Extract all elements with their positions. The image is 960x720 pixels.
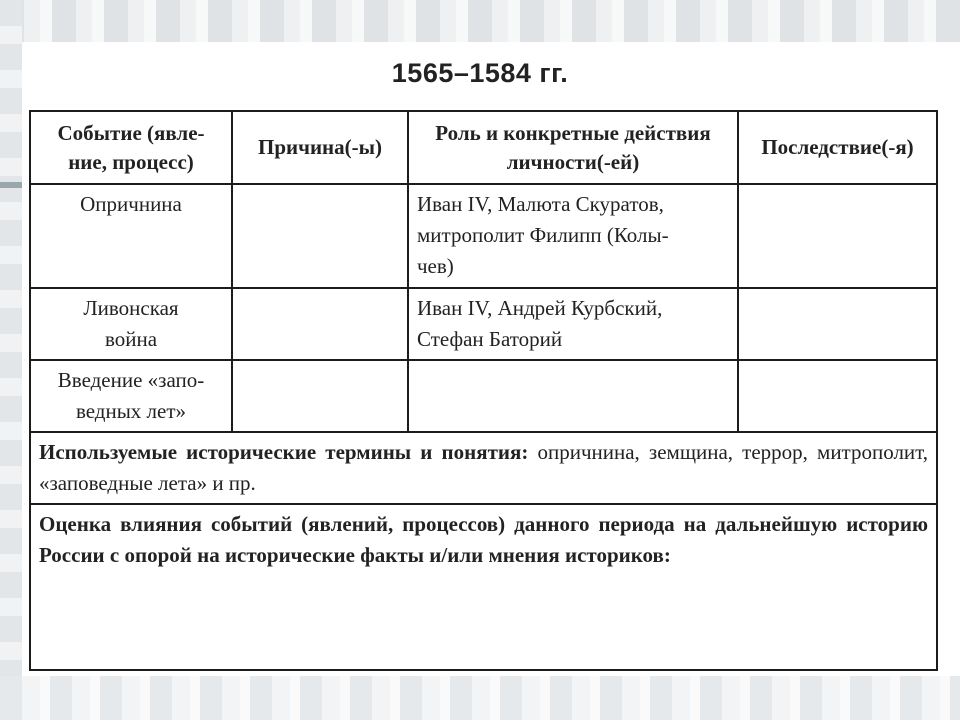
slide-background-left (0, 0, 22, 720)
table-header-row (30, 111, 937, 184)
header-role-line: личности(-ей) (506, 149, 640, 174)
cell-event (30, 288, 232, 360)
cell-consequence (738, 360, 937, 432)
cell-cause (232, 288, 408, 360)
cell-event (30, 360, 232, 432)
header-consequence: Последствие(-я) (738, 111, 937, 184)
cell-consequence (738, 288, 937, 360)
header-event (30, 111, 232, 184)
header-event-line: ние, процесс) (68, 149, 194, 174)
event-line: Ливонская (83, 296, 179, 320)
role-line: Иван IV, Андрей Курбский, (417, 296, 663, 320)
cell-event (30, 184, 232, 288)
header-event-line: Событие (явле- (57, 120, 205, 145)
cell-cause (232, 360, 408, 432)
cell-consequence (738, 184, 937, 288)
table-row (30, 184, 937, 288)
event-line: ведных лет» (75, 399, 187, 423)
header-cause: Причина(-ы) (232, 111, 408, 184)
terms-text: опричнина, земщина, террор, митрополит, «заповедные лета» и пр. (39, 440, 929, 495)
cell-role (408, 184, 738, 288)
assessment-label: Оценка влияния событий (явлений, процессов) данного периода на дальнейшую историю России с опорой на исторические факты и/или мнения историков: (39, 512, 928, 567)
table-row (30, 288, 937, 360)
event-line: Опричнина (80, 192, 182, 216)
page-title: 1565–1584 гг. (391, 58, 569, 88)
cell-cause (232, 184, 408, 288)
cell-terms (30, 432, 937, 504)
header-role-line: Роль и конкретные действия (435, 120, 711, 145)
cell-role (408, 360, 738, 432)
history-table (29, 110, 938, 671)
role-line: чев) (417, 254, 454, 278)
table-row (30, 360, 937, 432)
cell-role (408, 288, 738, 360)
slide-background-top (0, 0, 960, 42)
slide-background-bottom (0, 676, 960, 720)
cell-assessment (30, 504, 937, 670)
assessment-row (30, 504, 937, 670)
role-line: митрополит Филипп (Колы- (417, 223, 669, 247)
role-line: Стефан Баторий (417, 327, 563, 351)
event-line: Введение «запо- (57, 368, 205, 392)
role-line: Иван IV, Малюта Скуратов, (417, 192, 664, 216)
terms-row (30, 432, 937, 504)
header-role (408, 111, 738, 184)
terms-label: Используемые исторические термины и понятия: (39, 440, 529, 464)
event-line: война (104, 327, 158, 351)
